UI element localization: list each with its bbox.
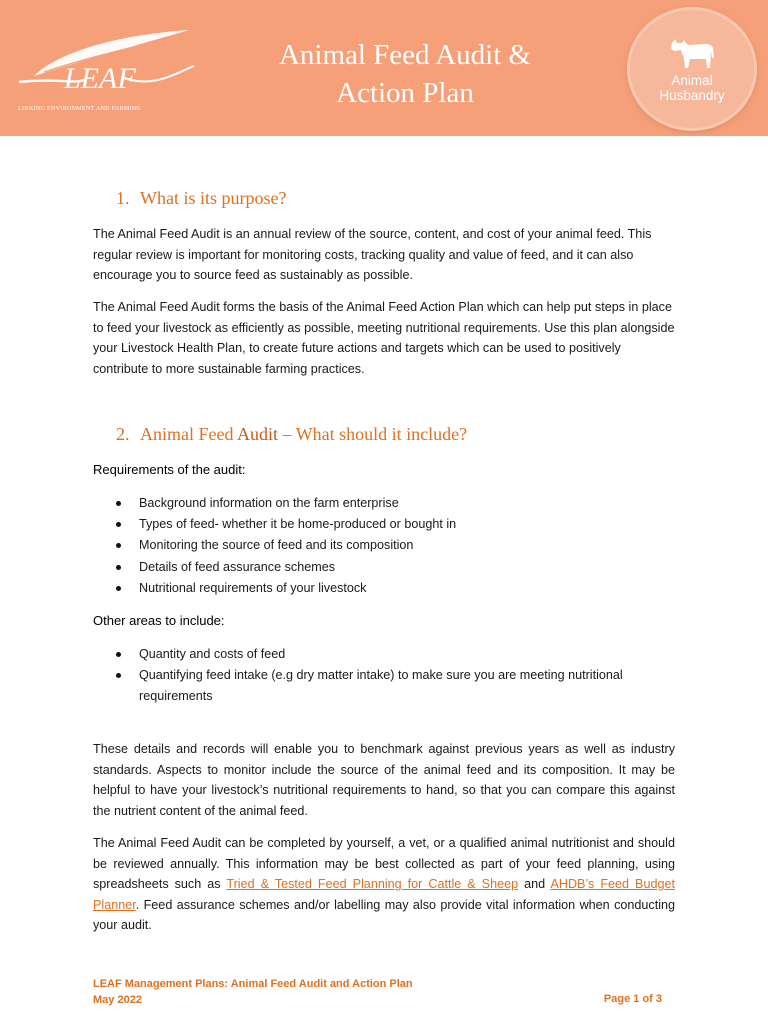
- list-item-text: Details of feed assurance schemes: [139, 559, 336, 574]
- list-item-text: Types of feed- whether it be home-produced or bought in: [139, 517, 457, 532]
- paragraph-4-text-1: The Animal Feed Audit can be completed by yourself, a vet, or a qualified animal nutritionist and should be reviewed annually. This information may be best collected as part of your feed planning, using spreadsheets such as: [93, 836, 675, 892]
- bullet-icon: [116, 565, 121, 570]
- logo-tagline: LINKING ENVIRONMENT AND FARMING: [18, 105, 142, 112]
- list-item: [93, 665, 675, 707]
- list-item: [93, 557, 675, 578]
- list-item: [93, 644, 675, 665]
- page-number: Page 1 of 3: [603, 993, 662, 1005]
- section-2-title-strong: Audit: [237, 424, 279, 444]
- other-areas-label: Other areas to include:: [93, 613, 225, 628]
- section-2-paragraph-4: [93, 833, 675, 936]
- animal-husbandry-badge: [630, 10, 754, 128]
- cow-icon: [666, 34, 718, 70]
- bullet-icon: [116, 652, 121, 657]
- title-line-1: Animal Feed Audit &: [278, 39, 532, 71]
- section-2-paragraph-3: These details and records will enable you to benchmark against previous years as well as industry standards. Aspects to monitor include the source of the animal feed and its composition. It may be helpful to have your livestock’s nutritional requirements to hand, so that you can compare this against the nutrient content of the animal feed.: [93, 742, 675, 818]
- page-header: [0, 0, 768, 136]
- footer: [93, 977, 413, 1008]
- badge-line-2: Husbandry: [659, 88, 725, 103]
- footer-document-title: LEAF Management Plans: Animal Feed Audit and Action Plan: [93, 978, 413, 990]
- section-1-number: 1.: [116, 188, 130, 208]
- title-line-2: Action Plan: [336, 77, 474, 109]
- badge-line-1: Animal: [671, 73, 713, 88]
- requirements-label-colon: :: [241, 462, 246, 477]
- feed-planning-link[interactable]: Tried & Tested Feed Planning for Cattle & Sheep: [226, 877, 519, 892]
- list-item: [93, 493, 675, 514]
- feed-budget-planner-link[interactable]: AHDB’s Feed Budget Planner: [93, 877, 675, 912]
- bullet-icon: [116, 673, 121, 678]
- bullet-icon: [116, 586, 121, 591]
- list-item-text: Quantity and costs of feed: [139, 647, 286, 661]
- section-1-title: What is its purpose?: [140, 188, 287, 208]
- requirements-label: [93, 462, 246, 477]
- section-2-number: 2.: [116, 424, 130, 444]
- section-2-title-pre: Animal Feed: [140, 424, 237, 444]
- list-item-text: Background information on the farm enterprise: [139, 496, 399, 510]
- list-item: [93, 578, 675, 599]
- paragraph-4-text-3: . Feed assurance schemes and/or labelling may also provide vital information when conducting your audit.: [93, 897, 675, 933]
- bullet-icon: [116, 501, 121, 506]
- bullet-icon: [116, 522, 121, 527]
- other-areas-list: [93, 644, 675, 708]
- requirements-list: [93, 493, 675, 599]
- list-item: [93, 514, 675, 535]
- section-1-heading: [116, 188, 286, 209]
- badge-label: [630, 73, 754, 103]
- list-item-text: Quantifying feed intake (e.g dry matter intake) to make sure you are meeting nutritional requirements: [139, 668, 623, 704]
- list-item-text: Nutritional requirements of your livestock: [139, 580, 367, 595]
- list-item: [93, 535, 675, 556]
- paragraph-4-text-2: and: [518, 877, 551, 892]
- requirements-label-text: Requirements of the audit: [93, 462, 242, 477]
- section-2-title-post: – What should it include?: [278, 424, 468, 444]
- page-title: [230, 36, 580, 112]
- footer-date: May 2022: [93, 993, 142, 1006]
- section-1-paragraph-1: The Animal Feed Audit is an annual review of the source, content, and cost of your animal feed. This regular review is important for monitoring costs, tracking quality and value of feed, and it can also encourage you to source feed as sustainably as possible.: [93, 227, 652, 283]
- section-1-paragraph-2: The Animal Feed Audit forms the basis of the Animal Feed Action Plan which can help put steps in place to feed your livestock as efficiently as possible, meeting nutritional requirements. Use this plan alongside your Livestock Health Plan, to create future actions and targets which can be used to positively contribute to more sustainable farming practices.: [93, 300, 675, 376]
- logo-wordmark: LEAF: [64, 62, 136, 95]
- list-item-text: Monitoring the source of feed and its composition: [139, 538, 414, 553]
- bullet-icon: [116, 543, 121, 548]
- section-2-heading: [116, 424, 467, 445]
